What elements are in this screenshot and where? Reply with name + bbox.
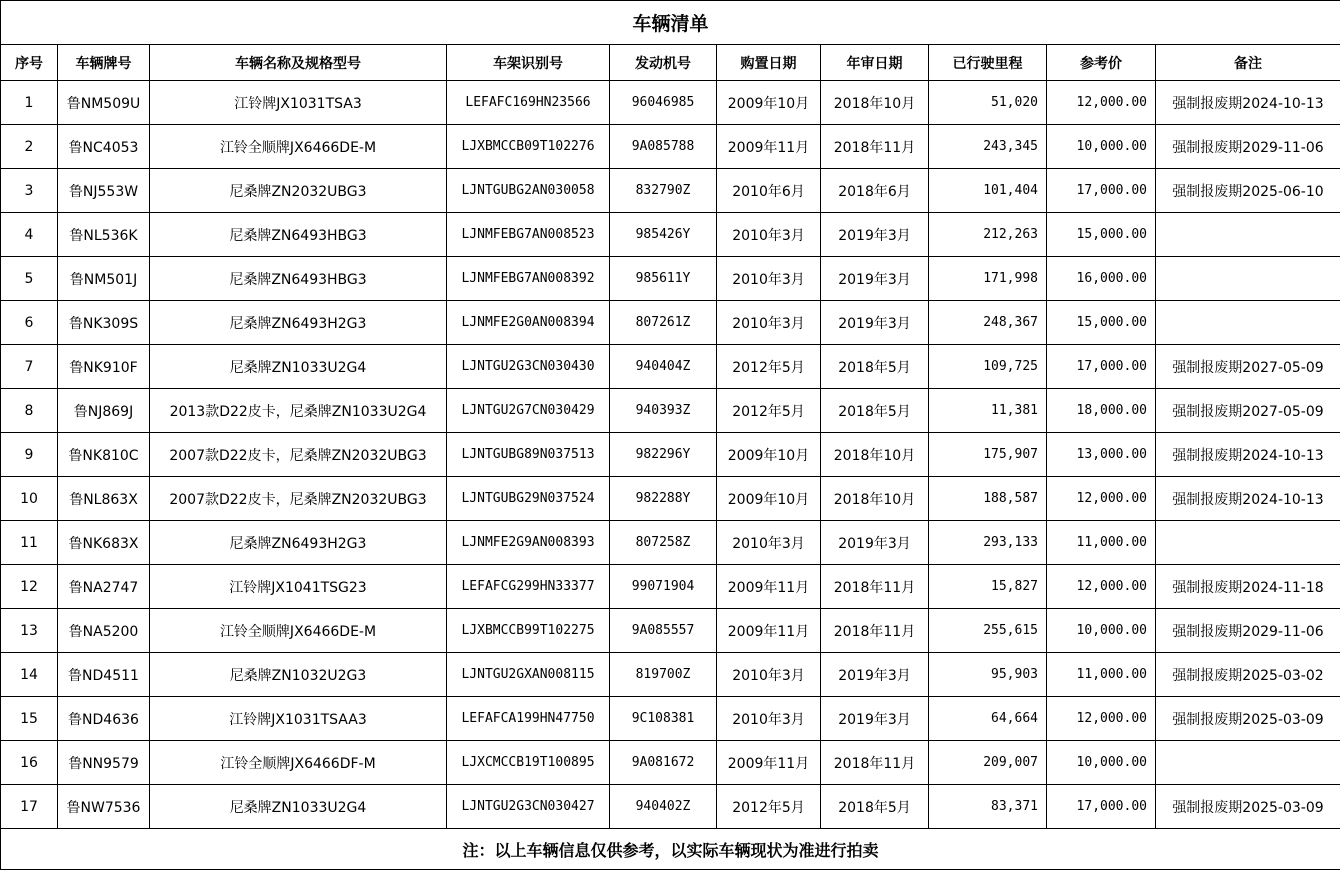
cell-vin: LJNMFEBG7AN008523 — [447, 213, 610, 257]
cell-inspection-date: 2018年5月 — [821, 345, 929, 389]
cell-purchase-date: 2009年11月 — [717, 741, 821, 785]
cell-inspection-date: 2018年5月 — [821, 785, 929, 829]
header-engine: 发动机号 — [610, 45, 717, 81]
cell-reference-price: 12,000.00 — [1047, 565, 1156, 609]
cell-engine: 940402Z — [610, 785, 717, 829]
cell-index: 17 — [1, 785, 58, 829]
cell-reference-price: 13,000.00 — [1047, 433, 1156, 477]
cell-vin: LEFAFCG299HN33377 — [447, 565, 610, 609]
cell-plate: 鲁NL863X — [58, 477, 150, 521]
cell-plate: 鲁NW7536 — [58, 785, 150, 829]
cell-reference-price: 17,000.00 — [1047, 345, 1156, 389]
cell-mileage: 11,381 — [929, 389, 1047, 433]
header-row — [1, 45, 1340, 81]
cell-model: 2007款D22皮卡，尼桑牌ZN2032UBG3 — [150, 477, 447, 521]
cell-plate: 鲁NN9579 — [58, 741, 150, 785]
cell-mileage: 15,827 — [929, 565, 1047, 609]
cell-inspection-date: 2018年10月 — [821, 81, 929, 125]
cell-inspection-date: 2018年11月 — [821, 609, 929, 653]
table-row — [1, 125, 1340, 169]
cell-model: 尼桑牌ZN6493H2G3 — [150, 521, 447, 565]
cell-model: 江铃全顺牌JX6466DE-M — [150, 125, 447, 169]
cell-reference-price: 12,000.00 — [1047, 697, 1156, 741]
cell-engine: 819700Z — [610, 653, 717, 697]
cell-mileage: 243,345 — [929, 125, 1047, 169]
cell-remarks — [1156, 213, 1340, 257]
cell-model: 尼桑牌ZN6493H2G3 — [150, 301, 447, 345]
cell-engine: 940404Z — [610, 345, 717, 389]
cell-vin: LJXCMCCB19T100895 — [447, 741, 610, 785]
cell-model: 江铃牌JX1041TSG23 — [150, 565, 447, 609]
cell-vin: LEFAFCA199HN47750 — [447, 697, 610, 741]
cell-reference-price: 15,000.00 — [1047, 213, 1156, 257]
cell-vin: LJXBMCCB99T102275 — [447, 609, 610, 653]
cell-engine: 9A081672 — [610, 741, 717, 785]
cell-model: 尼桑牌ZN6493HBG3 — [150, 213, 447, 257]
cell-model: 2007款D22皮卡，尼桑牌ZN2032UBG3 — [150, 433, 447, 477]
cell-index: 14 — [1, 653, 58, 697]
cell-purchase-date: 2010年3月 — [717, 257, 821, 301]
cell-remarks: 强制报废期2024-11-18 — [1156, 565, 1340, 609]
table-row — [1, 213, 1340, 257]
cell-engine: 985426Y — [610, 213, 717, 257]
cell-index: 11 — [1, 521, 58, 565]
cell-plate: 鲁NC4053 — [58, 125, 150, 169]
table-row — [1, 609, 1340, 653]
cell-inspection-date: 2018年5月 — [821, 389, 929, 433]
cell-model: 江铃全顺牌JX6466DF-M — [150, 741, 447, 785]
cell-remarks: 强制报废期2029-11-06 — [1156, 609, 1340, 653]
header-reference-price: 参考价 — [1047, 45, 1156, 81]
cell-inspection-date: 2018年10月 — [821, 477, 929, 521]
cell-plate: 鲁NA2747 — [58, 565, 150, 609]
cell-index: 13 — [1, 609, 58, 653]
table-body — [1, 81, 1340, 829]
table-row — [1, 301, 1340, 345]
cell-engine: 985611Y — [610, 257, 717, 301]
footer-note: 注：以上车辆信息仅供参考，以实际车辆现状为准进行拍卖 — [1, 829, 1340, 870]
cell-index: 15 — [1, 697, 58, 741]
cell-remarks — [1156, 301, 1340, 345]
table-row — [1, 565, 1340, 609]
cell-mileage: 51,020 — [929, 81, 1047, 125]
cell-index: 16 — [1, 741, 58, 785]
cell-mileage: 209,007 — [929, 741, 1047, 785]
cell-model: 尼桑牌ZN1032U2G3 — [150, 653, 447, 697]
cell-engine: 9A085557 — [610, 609, 717, 653]
cell-engine: 807261Z — [610, 301, 717, 345]
cell-engine: 832790Z — [610, 169, 717, 213]
cell-inspection-date: 2018年11月 — [821, 741, 929, 785]
cell-mileage: 188,587 — [929, 477, 1047, 521]
cell-mileage: 64,664 — [929, 697, 1047, 741]
cell-remarks — [1156, 257, 1340, 301]
cell-vin: LJNTGUBG29N037524 — [447, 477, 610, 521]
cell-mileage: 101,404 — [929, 169, 1047, 213]
cell-vin: LJNTGUBG89N037513 — [447, 433, 610, 477]
cell-model: 江铃牌JX1031TSAA3 — [150, 697, 447, 741]
cell-mileage: 95,903 — [929, 653, 1047, 697]
table-row — [1, 697, 1340, 741]
cell-purchase-date: 2010年3月 — [717, 521, 821, 565]
header-purchase-date: 购置日期 — [717, 45, 821, 81]
cell-engine: 940393Z — [610, 389, 717, 433]
table-row — [1, 345, 1340, 389]
cell-purchase-date: 2010年3月 — [717, 301, 821, 345]
cell-engine: 9A085788 — [610, 125, 717, 169]
header-inspection-date: 年审日期 — [821, 45, 929, 81]
cell-inspection-date: 2018年10月 — [821, 433, 929, 477]
cell-engine: 9C108381 — [610, 697, 717, 741]
table-row — [1, 785, 1340, 829]
cell-purchase-date: 2012年5月 — [717, 345, 821, 389]
cell-mileage: 171,998 — [929, 257, 1047, 301]
cell-plate: 鲁NK309S — [58, 301, 150, 345]
cell-remarks: 强制报废期2029-11-06 — [1156, 125, 1340, 169]
cell-reference-price: 11,000.00 — [1047, 653, 1156, 697]
cell-remarks: 强制报废期2024-10-13 — [1156, 477, 1340, 521]
header-mileage: 已行驶里程 — [929, 45, 1047, 81]
cell-mileage: 175,907 — [929, 433, 1047, 477]
cell-index: 9 — [1, 433, 58, 477]
cell-purchase-date: 2010年6月 — [717, 169, 821, 213]
cell-inspection-date: 2019年3月 — [821, 213, 929, 257]
cell-vin: LJNTGU2G3CN030427 — [447, 785, 610, 829]
cell-plate: 鲁ND4636 — [58, 697, 150, 741]
cell-purchase-date: 2009年11月 — [717, 609, 821, 653]
cell-mileage: 255,615 — [929, 609, 1047, 653]
cell-remarks: 强制报废期2025-03-09 — [1156, 785, 1340, 829]
cell-reference-price: 17,000.00 — [1047, 785, 1156, 829]
cell-reference-price: 16,000.00 — [1047, 257, 1156, 301]
cell-inspection-date: 2018年11月 — [821, 125, 929, 169]
cell-vin: LJNMFE2G0AN008394 — [447, 301, 610, 345]
cell-vin: LJNTGU2G3CN030430 — [447, 345, 610, 389]
header-plate: 车辆牌号 — [58, 45, 150, 81]
cell-purchase-date: 2010年3月 — [717, 697, 821, 741]
cell-mileage: 83,371 — [929, 785, 1047, 829]
cell-purchase-date: 2010年3月 — [717, 653, 821, 697]
cell-inspection-date: 2019年3月 — [821, 697, 929, 741]
cell-remarks: 强制报废期2024-10-13 — [1156, 433, 1340, 477]
cell-remarks: 强制报废期2025-03-09 — [1156, 697, 1340, 741]
cell-purchase-date: 2010年3月 — [717, 213, 821, 257]
cell-model: 江铃牌JX1031TSA3 — [150, 81, 447, 125]
cell-inspection-date: 2019年3月 — [821, 301, 929, 345]
cell-plate: 鲁NM501J — [58, 257, 150, 301]
cell-index: 3 — [1, 169, 58, 213]
cell-index: 10 — [1, 477, 58, 521]
cell-plate: 鲁NK810C — [58, 433, 150, 477]
cell-vin: LJNTGUBG2AN030058 — [447, 169, 610, 213]
table-row — [1, 81, 1340, 125]
cell-plate: 鲁ND4511 — [58, 653, 150, 697]
table-row — [1, 389, 1340, 433]
header-model: 车辆名称及规格型号 — [150, 45, 447, 81]
cell-reference-price: 10,000.00 — [1047, 741, 1156, 785]
cell-mileage: 212,263 — [929, 213, 1047, 257]
cell-inspection-date: 2019年3月 — [821, 653, 929, 697]
cell-reference-price: 15,000.00 — [1047, 301, 1156, 345]
cell-vin: LJNTGU2G7CN030429 — [447, 389, 610, 433]
cell-index: 6 — [1, 301, 58, 345]
cell-model: 尼桑牌ZN6493HBG3 — [150, 257, 447, 301]
cell-engine: 807258Z — [610, 521, 717, 565]
cell-reference-price: 18,000.00 — [1047, 389, 1156, 433]
cell-plate: 鲁NK683X — [58, 521, 150, 565]
cell-plate: 鲁NJ553W — [58, 169, 150, 213]
cell-plate: 鲁NL536K — [58, 213, 150, 257]
cell-model: 尼桑牌ZN1033U2G4 — [150, 785, 447, 829]
cell-vin: LJXBMCCB09T102276 — [447, 125, 610, 169]
header-remarks: 备注 — [1156, 45, 1340, 81]
cell-index: 7 — [1, 345, 58, 389]
cell-remarks: 强制报废期2024-10-13 — [1156, 81, 1340, 125]
table-row — [1, 741, 1340, 785]
cell-index: 2 — [1, 125, 58, 169]
cell-vin: LJNMFE2G9AN008393 — [447, 521, 610, 565]
cell-plate: 鲁NK910F — [58, 345, 150, 389]
cell-vin: LEFAFC169HN23566 — [447, 81, 610, 125]
table-row — [1, 433, 1340, 477]
cell-inspection-date: 2019年3月 — [821, 257, 929, 301]
cell-index: 12 — [1, 565, 58, 609]
cell-model: 尼桑牌ZN2032UBG3 — [150, 169, 447, 213]
cell-reference-price: 17,000.00 — [1047, 169, 1156, 213]
table-row — [1, 477, 1340, 521]
cell-purchase-date: 2009年10月 — [717, 477, 821, 521]
cell-remarks: 强制报废期2025-06-10 — [1156, 169, 1340, 213]
table-title: 车辆清单 — [1, 1, 1340, 45]
table-row — [1, 653, 1340, 697]
cell-remarks — [1156, 741, 1340, 785]
cell-index: 1 — [1, 81, 58, 125]
cell-purchase-date: 2009年11月 — [717, 565, 821, 609]
cell-engine: 982296Y — [610, 433, 717, 477]
cell-vin: LJNTGU2GXAN008115 — [447, 653, 610, 697]
cell-remarks — [1156, 521, 1340, 565]
cell-reference-price: 10,000.00 — [1047, 609, 1156, 653]
table-row — [1, 257, 1340, 301]
cell-purchase-date: 2009年11月 — [717, 125, 821, 169]
cell-remarks: 强制报废期2025-03-02 — [1156, 653, 1340, 697]
cell-index: 8 — [1, 389, 58, 433]
cell-plate: 鲁NM509U — [58, 81, 150, 125]
cell-purchase-date: 2012年5月 — [717, 785, 821, 829]
table-row — [1, 521, 1340, 565]
cell-inspection-date: 2019年3月 — [821, 521, 929, 565]
cell-inspection-date: 2018年6月 — [821, 169, 929, 213]
cell-plate: 鲁NA5200 — [58, 609, 150, 653]
cell-plate: 鲁NJ869J — [58, 389, 150, 433]
cell-purchase-date: 2009年10月 — [717, 81, 821, 125]
cell-purchase-date: 2009年10月 — [717, 433, 821, 477]
cell-vin: LJNMFEBG7AN008392 — [447, 257, 610, 301]
cell-inspection-date: 2018年11月 — [821, 565, 929, 609]
cell-engine: 982288Y — [610, 477, 717, 521]
cell-engine: 96046985 — [610, 81, 717, 125]
header-vin: 车架识别号 — [447, 45, 610, 81]
header-index: 序号 — [1, 45, 58, 81]
cell-reference-price: 12,000.00 — [1047, 81, 1156, 125]
cell-mileage: 293,133 — [929, 521, 1047, 565]
cell-reference-price: 10,000.00 — [1047, 125, 1156, 169]
cell-reference-price: 11,000.00 — [1047, 521, 1156, 565]
cell-engine: 99071904 — [610, 565, 717, 609]
cell-reference-price: 12,000.00 — [1047, 477, 1156, 521]
cell-model: 尼桑牌ZN1033U2G4 — [150, 345, 447, 389]
cell-mileage: 248,367 — [929, 301, 1047, 345]
cell-purchase-date: 2012年5月 — [717, 389, 821, 433]
table-row — [1, 169, 1340, 213]
cell-index: 5 — [1, 257, 58, 301]
cell-model: 2013款D22皮卡，尼桑牌ZN1033U2G4 — [150, 389, 447, 433]
cell-remarks: 强制报废期2027-05-09 — [1156, 389, 1340, 433]
cell-model: 江铃全顺牌JX6466DE-M — [150, 609, 447, 653]
cell-remarks: 强制报废期2027-05-09 — [1156, 345, 1340, 389]
cell-mileage: 109,725 — [929, 345, 1047, 389]
cell-index: 4 — [1, 213, 58, 257]
